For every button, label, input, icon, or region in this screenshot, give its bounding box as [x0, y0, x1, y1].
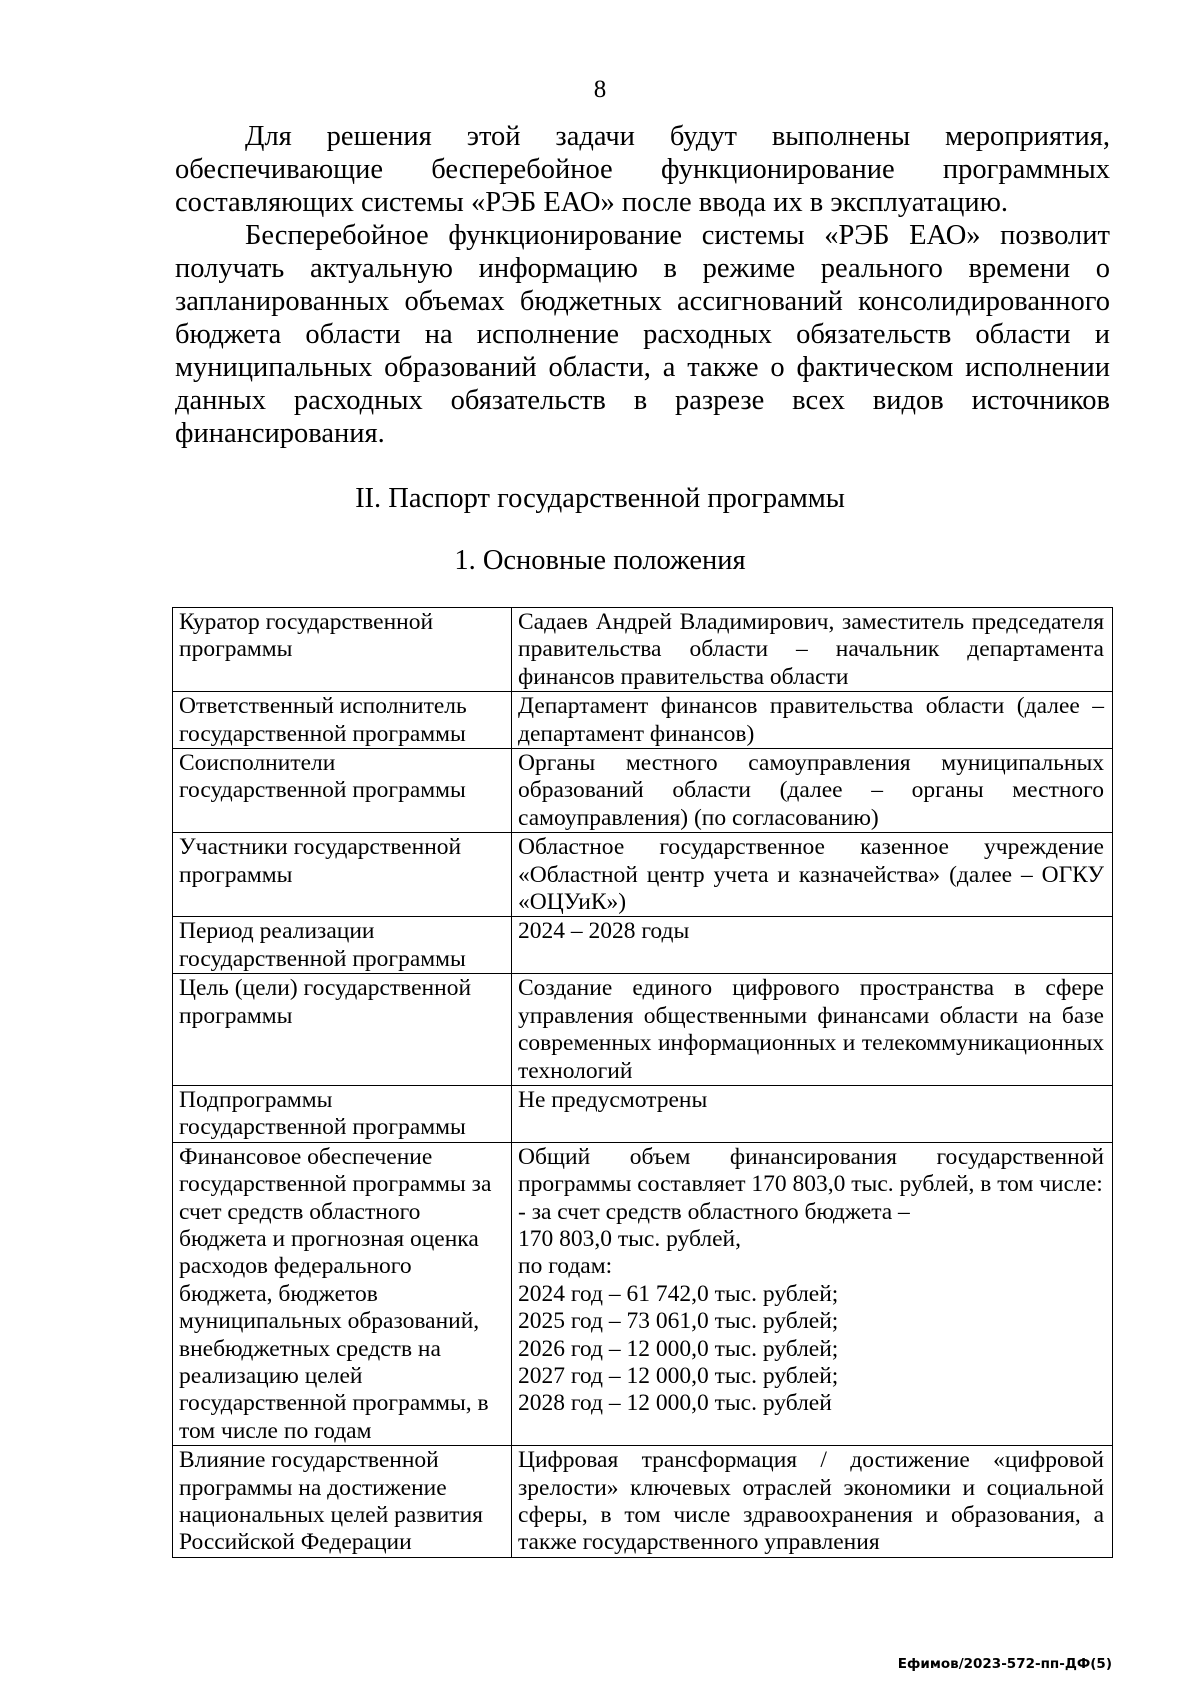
intro-paragraph: Бесперебойное функционирование системы «РЭБ ЕАО» позволит получать актуальную информацию в режиме реального времени о запланированных объемах бюджетных ассигнований консолидированного бюджета области на исполнение расходных обязательств области и муниципальных образований области, а также о фактическом исполнении данных расходных обязательств в разрезе всех видов источников финансирования. — [175, 220, 1110, 449]
subsection-title: 1. Основные положения — [454, 545, 746, 576]
table-row — [173, 917, 1113, 974]
passport-table — [172, 607, 1113, 1558]
financing-line: - за счет средств областного бюджета – — [518, 1198, 910, 1225]
financing-intro: Общий объем финансирования государственной программы составляет 170 803,0 тыс. рублей, в том числе: — [518, 1143, 1104, 1198]
section-title: II. Паспорт государственной программы — [355, 483, 845, 514]
table-row — [173, 833, 1113, 917]
table-row — [173, 1142, 1113, 1445]
table-row — [173, 1085, 1113, 1142]
page-number: 8 — [593, 76, 607, 103]
row-value: 2024 – 2028 годы — [512, 917, 1113, 974]
row-label: Ответственный исполнитель государственной программы — [173, 692, 512, 749]
table-row — [173, 608, 1113, 692]
row-value-financing — [512, 1142, 1113, 1445]
row-value: Цифровая трансформация / достижение «цифровой зрелости» ключевых отраслей экономики и социальной сферы, в том числе здравоохранения и образования, а также государственного управления — [512, 1446, 1113, 1558]
table-row — [173, 1446, 1113, 1558]
row-label: Влияние государственной программы на достижение национальных целей развития Российской Федерации — [173, 1446, 512, 1558]
financing-line: 170 803,0 тыс. рублей, — [518, 1225, 741, 1252]
financing-line: 2024 год – 61 742,0 тыс. рублей; — [518, 1280, 839, 1307]
document-id: Ефимов/2023-572-пп-ДФ(5) — [897, 1656, 1112, 1672]
financing-line: 2028 год – 12 000,0 тыс. рублей — [518, 1390, 832, 1417]
row-label: Куратор государственной программы — [173, 608, 512, 692]
row-label: Подпрограммы государственной программы — [173, 1085, 512, 1142]
row-value: Не предусмотрены — [512, 1085, 1113, 1142]
row-label: Участники государственной программы — [173, 833, 512, 917]
row-value: Областное государственное казенное учреждение «Областной центр учета и казначейства» (далее – ОГКУ «ОЦУиК») — [512, 833, 1113, 917]
row-label: Цель (цели) государственной программы — [173, 974, 512, 1086]
financing-line: по годам: — [518, 1253, 613, 1280]
financing-line: 2026 год – 12 000,0 тыс. рублей; — [518, 1335, 839, 1362]
table-row — [173, 749, 1113, 833]
financing-line: 2027 год – 12 000,0 тыс. рублей; — [518, 1362, 839, 1389]
row-value: Департамент финансов правительства области (далее – департамент финансов) — [512, 692, 1113, 749]
row-label: Финансовое обеспечение государственной программы за счет средств областного бюджета и прогнозная оценка расходов федерального бюджета, бюджетов муниципальных образований, внебюджетных средств на реализацию целей государственной программы, в том числе по годам — [173, 1142, 512, 1445]
row-value: Создание единого цифрового пространства в сфере управления общественными финансами области на базе современных информационных и телекоммуникационных технологий — [512, 974, 1113, 1086]
row-value: Садаев Андрей Владимирович, заместитель председателя правительства области – начальник департамента финансов правительства области — [512, 608, 1113, 692]
table-row — [173, 974, 1113, 1086]
financing-line: 2025 год – 73 061,0 тыс. рублей; — [518, 1308, 839, 1335]
row-label: Соисполнители государственной программы — [173, 749, 512, 833]
intro-text — [175, 120, 1110, 450]
intro-paragraph: Для решения этой задачи будут выполнены мероприятия, обеспечивающие бесперебойное функционирование программных составляющих системы «РЭБ ЕАО» после ввода их в эксплуатацию. — [175, 121, 1110, 218]
table-row — [173, 692, 1113, 749]
row-label: Период реализации государственной программы — [173, 917, 512, 974]
row-value: Органы местного самоуправления муниципальных образований области (далее – органы местного самоуправления) (по согласованию) — [512, 749, 1113, 833]
